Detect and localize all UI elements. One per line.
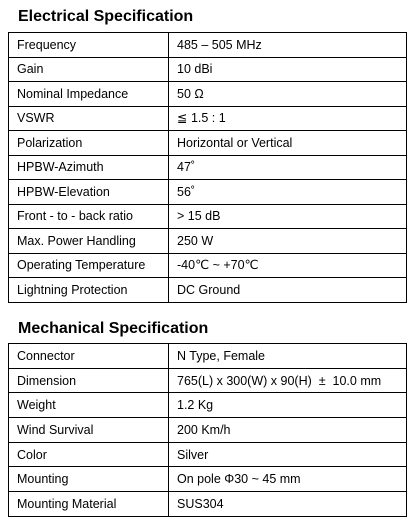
spec-label: Front - to - back ratio	[9, 204, 169, 229]
spec-row-vswr	[9, 106, 407, 131]
spec-row-connector	[9, 344, 407, 369]
mechanical-specification-table	[8, 343, 407, 517]
spec-value: DC Ground	[169, 278, 407, 303]
spec-value: Silver	[169, 442, 407, 467]
spec-row-gain	[9, 57, 407, 82]
spec-row-frequency	[9, 33, 407, 58]
spec-row-front-to-back-ratio	[9, 204, 407, 229]
spec-value: -40℃ ~ +70℃	[169, 253, 407, 278]
spec-row-dimension	[9, 368, 407, 393]
spec-value: 47˚	[169, 155, 407, 180]
spec-value: 50 Ω	[169, 82, 407, 107]
spec-label: Nominal Impedance	[9, 82, 169, 107]
spec-row-hpbw-azimuth	[9, 155, 407, 180]
spec-row-operating-temperature	[9, 253, 407, 278]
spec-label: Mounting Material	[9, 492, 169, 517]
spec-label: Gain	[9, 57, 169, 82]
spec-value: N Type, Female	[169, 344, 407, 369]
spec-label: Wind Survival	[9, 418, 169, 443]
spec-value: 765(L) x 300(W) x 90(H) ± 10.0 mm	[169, 368, 407, 393]
spec-row-max-power-handling	[9, 229, 407, 254]
spec-label: Color	[9, 442, 169, 467]
spec-label: Polarization	[9, 131, 169, 156]
spec-value: 56˚	[169, 180, 407, 205]
mechanical-specification-title: Mechanical Specification	[18, 320, 209, 337]
spec-value: 250 W	[169, 229, 407, 254]
spec-label: Dimension	[9, 368, 169, 393]
spec-row-lightning-protection	[9, 278, 407, 303]
spec-row-polarization	[9, 131, 407, 156]
spec-value: ≦ 1.5 : 1	[169, 106, 407, 131]
spec-row-nominal-impedance	[9, 82, 407, 107]
spec-label: HPBW-Azimuth	[9, 155, 169, 180]
spec-label: Max. Power Handling	[9, 229, 169, 254]
spec-row-mounting	[9, 467, 407, 492]
spec-label: Frequency	[9, 33, 169, 58]
spec-value: 200 Km/h	[169, 418, 407, 443]
spec-value: 485 – 505 MHz	[169, 33, 407, 58]
spec-label: Operating Temperature	[9, 253, 169, 278]
spec-row-weight	[9, 393, 407, 418]
spec-label: Connector	[9, 344, 169, 369]
spec-value: Horizontal or Vertical	[169, 131, 407, 156]
spec-label: HPBW-Elevation	[9, 180, 169, 205]
spec-label: Mounting	[9, 467, 169, 492]
spec-row-mounting-material	[9, 492, 407, 517]
spec-label: Lightning Protection	[9, 278, 169, 303]
spec-value: 1.2 Kg	[169, 393, 407, 418]
spec-label: Weight	[9, 393, 169, 418]
spec-value: On pole Φ30 ~ 45 mm	[169, 467, 407, 492]
electrical-specification-table	[8, 32, 407, 303]
spec-row-hpbw-elevation	[9, 180, 407, 205]
spec-row-wind-survival	[9, 418, 407, 443]
spec-value: > 15 dB	[169, 204, 407, 229]
spec-label: VSWR	[9, 106, 169, 131]
spec-value: SUS304	[169, 492, 407, 517]
electrical-specification-title: Electrical Specification	[18, 8, 194, 25]
spec-row-color	[9, 442, 407, 467]
spec-value: 10 dBi	[169, 57, 407, 82]
